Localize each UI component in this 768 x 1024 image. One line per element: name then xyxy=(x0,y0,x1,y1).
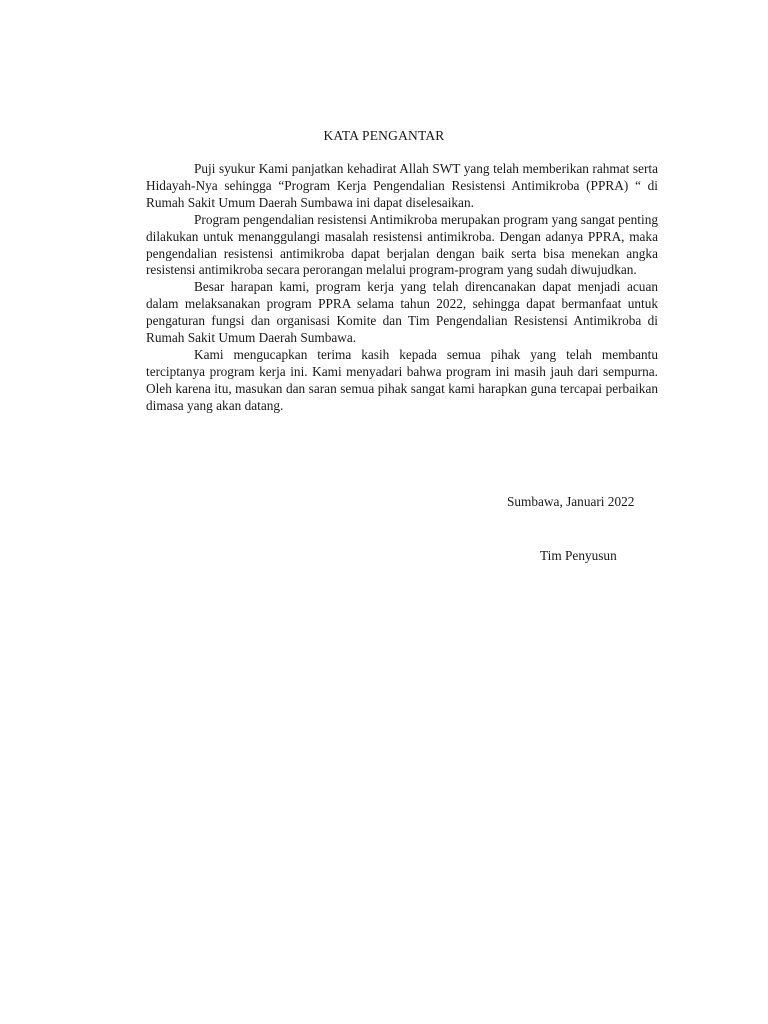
place-date: Sumbawa, Januari 2022 xyxy=(507,494,635,509)
signatory: Tim Penyusun xyxy=(540,548,617,563)
paragraph-4: Kami mengucapkan terima kasih kepada semua pihak yang telah membantu terciptanya program kerja ini. Kami menyadari bahwa program ini masih jauh dari sempurna. Oleh karena itu, masukan dan saran semua pihak sangat kami harapkan guna tercapai perbaikan dimasa yang akan datang. xyxy=(146,346,658,413)
paragraph-3: Besar harapan kami, program kerja yang telah direncanakan dapat menjadi acuan dalam melaksanakan program PPRA selama tahun 2022, sehingga dapat bermanfaat untuk pengaturan fungsi dan organisasi Komite dan Tim Pengendalian Resistensi Antimikroba di Rumah Sakit Umum Daerah Sumbawa. xyxy=(146,279,658,346)
document-body xyxy=(146,161,658,415)
paragraph-2: Program pengendalian resistensi Antimikroba merupakan program yang sangat penting dilakukan untuk menanggulangi masalah resistensi antimikroba. Dengan adanya PPRA, maka pengendalian resistensi antimikroba dapat berjalan dengan baik serta bisa menekan angka resistensi antimikroba secara perorangan melalui program-program yang sudah diwujudkan. xyxy=(146,211,658,278)
page-title: KATA PENGANTAR xyxy=(323,128,445,143)
paragraph-1: Puji syukur Kami panjatkan kehadirat Allah SWT yang telah memberikan rahmat serta Hidayah-Nya sehingga “Program Kerja Pengendalian Resistensi Antimikroba (PPRA) “ di Rumah Sakit Umum Daerah Sumbawa ini dapat diselesaikan. xyxy=(146,161,658,210)
